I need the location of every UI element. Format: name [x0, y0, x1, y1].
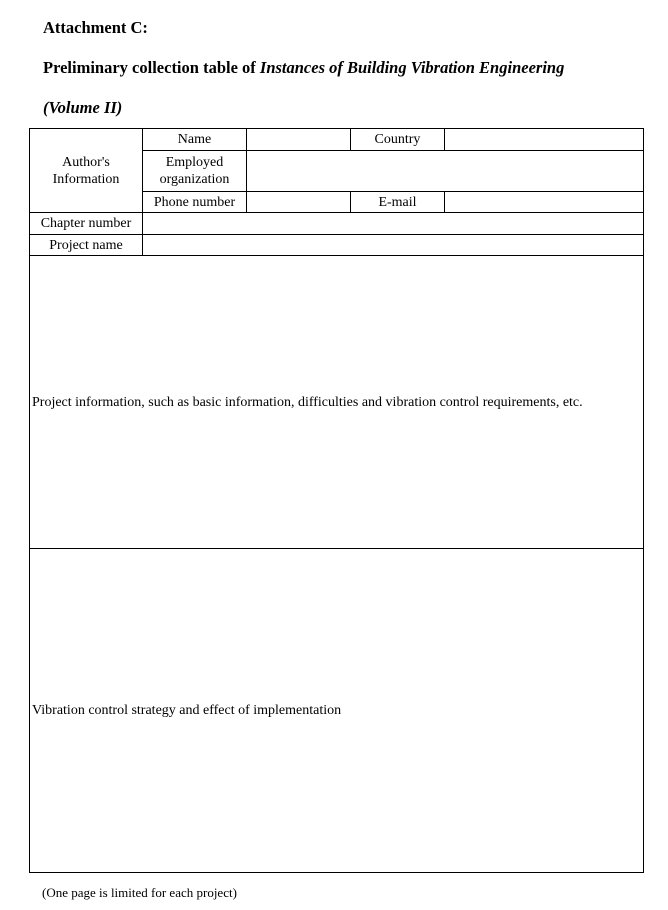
- form-row-project-information: [30, 256, 644, 549]
- organization-label: Employed organization: [143, 151, 247, 192]
- form-row-vibration-strategy: [30, 549, 644, 873]
- project-name-label: Project name: [30, 235, 143, 256]
- name-label: Name: [143, 129, 247, 151]
- project-information-area[interactable]: [30, 256, 644, 549]
- chapter-number-field[interactable]: [143, 213, 644, 235]
- authors-information-label: Author's Information: [30, 129, 143, 213]
- email-field[interactable]: [445, 192, 644, 213]
- country-label: Country: [351, 129, 445, 151]
- document-title: [43, 58, 564, 78]
- collection-form-table: [29, 128, 644, 873]
- organization-field[interactable]: [247, 151, 644, 192]
- phone-label: Phone number: [143, 192, 247, 213]
- page-limit-note: (One page is limited for each project): [42, 885, 237, 900]
- form-row-project: [30, 235, 644, 256]
- form-row-name: [30, 129, 644, 151]
- title-prefix: Preliminary collection table of: [43, 58, 260, 77]
- chapter-number-label: Chapter number: [30, 213, 143, 235]
- vibration-strategy-area[interactable]: [30, 549, 644, 873]
- country-field[interactable]: [445, 129, 644, 151]
- email-label: E-mail: [351, 192, 445, 213]
- phone-field[interactable]: [247, 192, 351, 213]
- title-book-name: Instances of Building Vibration Engineering: [259, 58, 565, 77]
- attachment-title: Attachment C:: [43, 18, 148, 37]
- form-row-chapter: [30, 213, 644, 235]
- name-field[interactable]: [247, 129, 351, 151]
- volume-label: (Volume II): [43, 98, 123, 117]
- project-information-label: Project information, such as basic information, difficulties and vibration control requirements, etc.: [32, 394, 583, 410]
- project-name-field[interactable]: [143, 235, 644, 256]
- vibration-strategy-label: Vibration control strategy and effect of implementation: [32, 703, 342, 718]
